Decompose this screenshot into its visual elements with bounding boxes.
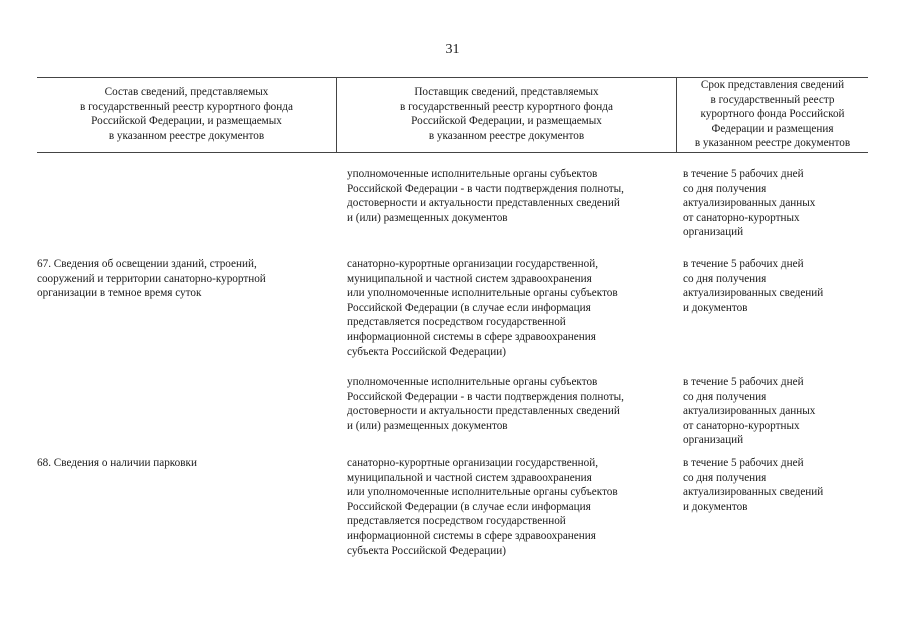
table-header-rule [37, 152, 868, 153]
row-item: 68. Сведения о наличии парковки [37, 457, 197, 469]
row-supplier: уполномоченные исполнительные органы субъектов Российской Федерации - в части подтверждения полноты, достоверности и актуальности представленных сведений и (или) размещенных документов [347, 376, 624, 432]
header-deadline: Срок представления сведений в государственный реестр курортного фонда Российской Федерации и размещения в указанном реестре документов [694, 79, 851, 150]
page-number: 31 [445, 42, 460, 57]
row-deadline: в течение 5 рабочих дней со дня получения актуализированных данных от санаторно-курортных организаций [683, 376, 816, 447]
row-deadline: в течение 5 рабочих дней со дня получения актуализированных сведений и документов [683, 258, 824, 314]
row-item: 67. Сведения об освещении зданий, строений, сооружений и территории санаторно-курортной организации в темное время суток [37, 258, 266, 300]
header-supplier: Поставщик сведений, представляемых в государственный реестр курортного фонда Российской Федерации, и размещаемых в указанном реестре документов [400, 86, 613, 142]
header-composition: Состав сведений, представляемых в государственный реестр курортного фонда Российской Федерации, и размещаемых в указанном реестре документов [80, 86, 293, 142]
row-deadline: в течение 5 рабочих дней со дня получения актуализированных сведений и документов [683, 457, 824, 513]
row-supplier: санаторно-курортные организации государственной, муниципальной и частной систем здравоохранения или уполномоченные исполнительные органы субъектов Российской Федерации (в случае если информация представляется посредством государственной информационной системы в сфере здравоохранения субъекта Российской Федерации) [347, 457, 618, 557]
row-deadline: в течение 5 рабочих дней со дня получения актуализированных данных от санаторно-курортных организаций [683, 168, 816, 239]
row-supplier: санаторно-курортные организации государственной, муниципальной и частной систем здравоохранения или уполномоченные исполнительные органы субъектов Российской Федерации (в случае если информация представляется посредством государственной информационной системы в сфере здравоохранения субъекта Российской Федерации) [347, 258, 618, 358]
row-supplier: уполномоченные исполнительные органы субъектов Российской Федерации - в части подтверждения полноты, достоверности и актуальности представленных сведений и (или) размещенных документов [347, 168, 624, 224]
